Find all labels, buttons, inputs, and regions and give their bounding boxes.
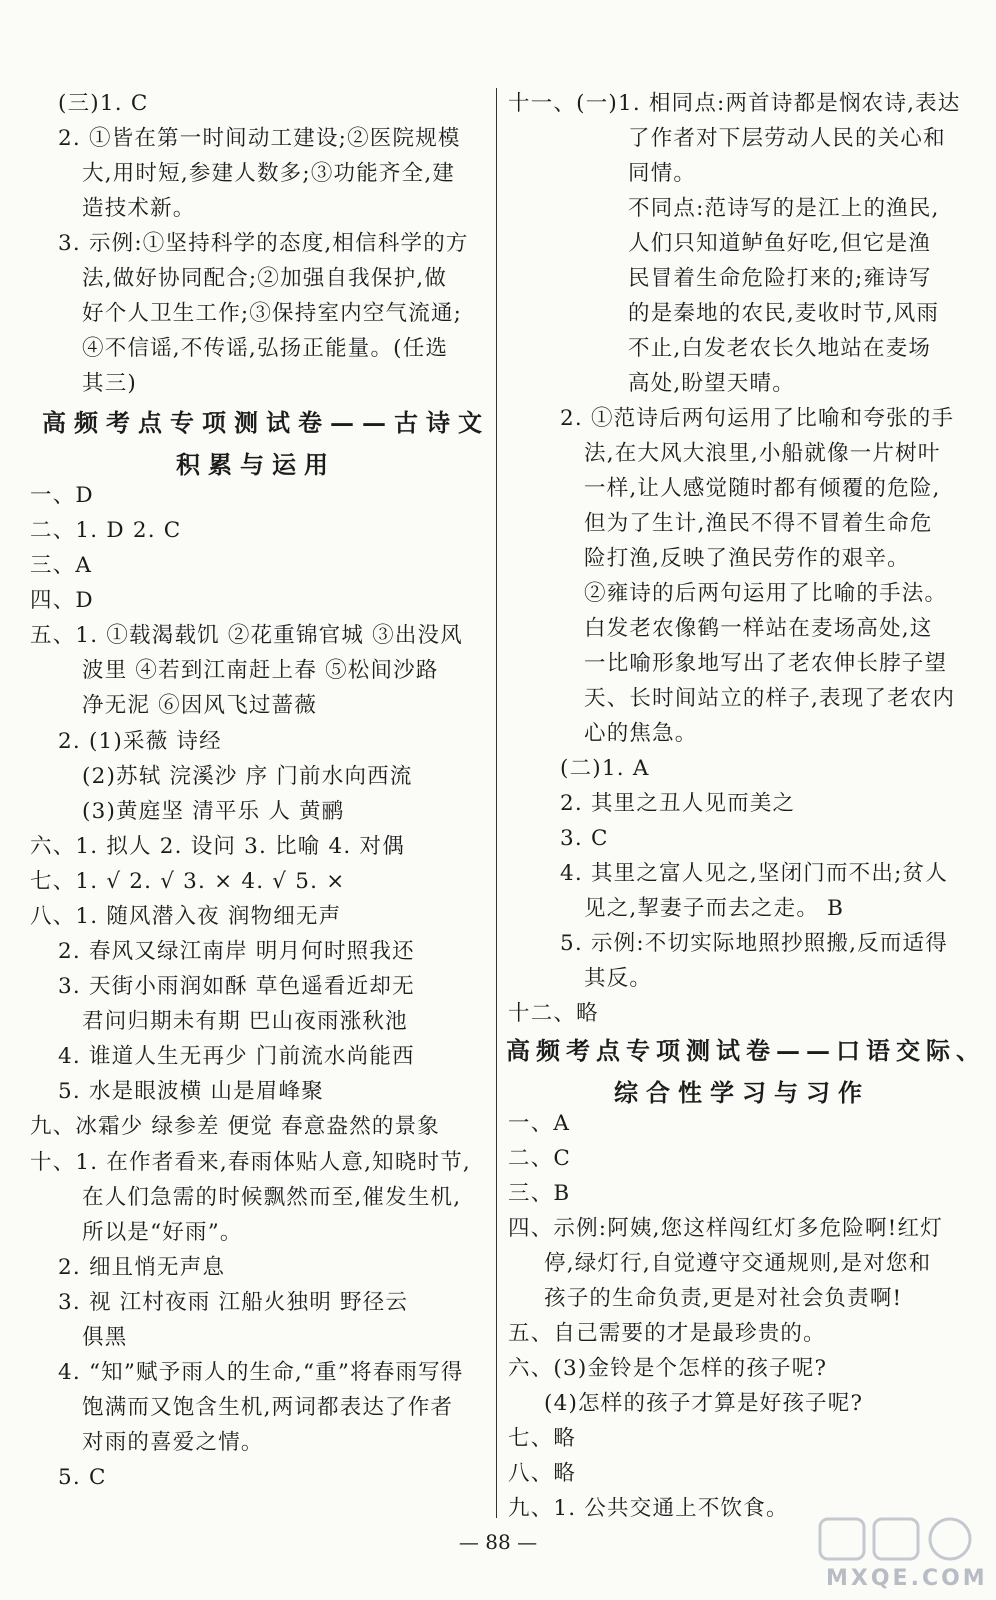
answer-line: 净无泥 ⑥因风飞过蔷薇 (82, 693, 318, 718)
answer-line: 2. (1)采薇 诗经 (58, 729, 222, 754)
answer-line: 俱黑 (82, 1325, 128, 1350)
answer-line: (三)1. C (58, 91, 149, 116)
answer-line: 险打渔,反映了渔民劳作的艰辛。 (584, 546, 910, 571)
answer-line: 三、B (508, 1181, 571, 1206)
answer-line: 3. 视 江村夜雨 江船火独明 野径云 (58, 1290, 409, 1315)
answer-line: 八、1. 随风潜入夜 润物细无声 (30, 904, 342, 929)
answer-line: 所以是“好雨”。 (82, 1220, 243, 1245)
answer-line: 3. 天街小雨润如酥 草色遥看近却无 (58, 974, 415, 999)
answer-line: 5. 示例:不切实际地照抄照搬,反而适得 (560, 931, 948, 956)
page-number-value: 88 (485, 1530, 511, 1554)
answer-line: 高处,盼望天晴。 (628, 371, 795, 396)
answer-line: 二、C (508, 1146, 572, 1171)
answer-line: 好个人卫生工作;③保持室内空气流通; (82, 301, 463, 326)
answer-line: 十二、略 (508, 1001, 599, 1026)
answer-line: 不止,白发老农长久地站在麦场 (628, 336, 932, 361)
answer-line: (4)怎样的孩子才算是好孩子呢? (544, 1391, 864, 1416)
answer-line: 民冒着生命危险打来的;雍诗写 (628, 266, 932, 291)
answer-line: 四、D (30, 588, 94, 613)
answer-line: 4. 其里之富人见之,坚闭门而不出;贫人 (560, 861, 948, 886)
answer-line: 一样,让人感觉随时都有倾覆的危险, (584, 476, 941, 501)
answer-line: 2. 细且悄无声息 (58, 1255, 226, 1280)
answer-line: 天、长时间站立的样子,表现了老农内 (584, 686, 956, 711)
answer-line: 五、自己需要的才是最珍贵的。 (508, 1321, 826, 1346)
answer-line: 2. 其里之丑人见而美之 (560, 791, 796, 816)
answer-line: 六、(3)金铃是个怎样的孩子呢? (508, 1356, 828, 1381)
answer-line: 3. 示例:①坚持科学的态度,相信科学的方 (58, 231, 469, 256)
answer-line: 4. 谁道人生无再少 门前流水尚能西 (58, 1044, 415, 1069)
answer-line: 十、1. 在作者看来,春雨体贴人意,知晓时节, (30, 1150, 471, 1175)
answer-line: 君问归期未有期 巴山夜雨涨秋池 (82, 1009, 408, 1034)
answer-line: 造技术新。 (82, 196, 196, 221)
answer-line: 其三) (82, 371, 137, 396)
answer-line: 法,做好协同配合;②加强自我保护,做 (82, 266, 448, 291)
answer-line: 白发老农像鹤一样站在麦场高处,这 (584, 616, 933, 641)
answer-line: 六、1. 拟人 2. 设问 3. 比喻 4. 对偶 (30, 834, 405, 859)
answer-line: 三、A (30, 553, 93, 578)
answer-line: 见之,挈妻子而去之走。 B (584, 896, 845, 921)
answer-line: 波里 ④若到江南赶上春 ⑤松间沙路 (82, 658, 439, 683)
answer-line: (3)黄庭坚 清平乐 人 黄鹂 (82, 799, 345, 824)
answer-line: 5. C (58, 1465, 107, 1490)
answer-line: 饱满而又饱含生机,两词都表达了作者 (82, 1395, 454, 1420)
section-heading: 综合性学习与习作 (614, 1078, 870, 1107)
answer-line: 九、冰霜少 绿参差 便觉 春意盎然的景象 (30, 1114, 441, 1139)
answer-line: 2. 春风又绿江南岸 明月何时照我还 (58, 939, 415, 964)
answer-line: 四、示例:阿姨,您这样闯红灯多危险啊!红灯 (508, 1216, 943, 1241)
answer-line: 七、略 (508, 1426, 577, 1451)
answer-line: 心的焦急。 (584, 721, 698, 746)
answer-line: (2)苏轼 浣溪沙 序 门前水向西流 (82, 764, 413, 789)
section-heading: 高频考点专项测试卷——口语交际、 (506, 1036, 986, 1065)
answer-line: 其反。 (584, 966, 653, 991)
answer-line: 2. ①范诗后两句运用了比喻和夸张的手 (560, 406, 955, 431)
answer-line: 九、1. 公共交通上不饮食。 (508, 1496, 789, 1521)
answer-line: 同情。 (628, 161, 697, 186)
answer-line: 大,用时短,参建人数多;③功能齐全,建 (82, 161, 456, 186)
answer-line: ②雍诗的后两句运用了比喻的手法。 (584, 581, 948, 606)
section-heading: 高频考点专项测试卷——古诗文 (42, 408, 490, 437)
answer-line: 5. 水是眼波横 山是眉峰聚 (58, 1079, 324, 1104)
answer-line: 停,绿灯行,自觉遵守交通规则,是对您和 (544, 1251, 932, 1276)
answer-line: 了作者对下层劳动人民的关心和 (628, 126, 946, 151)
answer-line: 2. ①皆在第一时间动工建设;②医院规模 (58, 126, 461, 151)
answer-line: 二、1. D 2. C (30, 518, 182, 543)
answer-line: (二)1. A (560, 756, 650, 781)
answer-line: 在人们急需的时候飘然而至,催发生机, (82, 1185, 462, 1210)
answer-line: 孩子的生命负责,更是对社会负责啊! (544, 1286, 903, 1311)
watermark-text: MXQE.COM (826, 1566, 988, 1591)
answer-line: 的是秦地的农民,麦收时节,风雨 (628, 301, 940, 326)
answer-line: 一比喻形象地写出了老农伸长脖子望 (584, 651, 948, 676)
answer-line: 八、略 (508, 1461, 577, 1486)
answer-line: 但为了生计,渔民不得不冒着生命危 (584, 511, 933, 536)
answer-line: 法,在大风大浪里,小船就像一片树叶 (584, 441, 941, 466)
answer-line: 十一、(一)1. 相同点:两首诗都是悯农诗,表达 (508, 91, 961, 116)
answer-line: 五、1. ①载渴载饥 ②花重锦官城 ③出没风 (30, 623, 463, 648)
answer-line: 一、A (508, 1111, 571, 1136)
answer-line: 不同点:范诗写的是江上的渔民, (628, 196, 940, 221)
answer-line: 对雨的喜爱之情。 (82, 1430, 264, 1455)
page-number: — 88 — (458, 1530, 538, 1554)
answer-line: 人们只知道鲈鱼好吃,但它是渔 (628, 231, 932, 256)
answer-line: 七、1. √ 2. √ 3. × 4. √ 5. × (30, 869, 346, 894)
answer-line: ④不信谣,不传谣,弘扬正能量。(任选 (82, 336, 449, 361)
answer-line: 一、D (30, 483, 94, 508)
answer-line: 4. “知”赋予雨人的生命,“重”将春雨写得 (58, 1360, 464, 1385)
section-heading: 积累与运用 (176, 450, 336, 479)
column-divider (496, 88, 497, 1518)
answer-line: 3. C (560, 826, 609, 851)
